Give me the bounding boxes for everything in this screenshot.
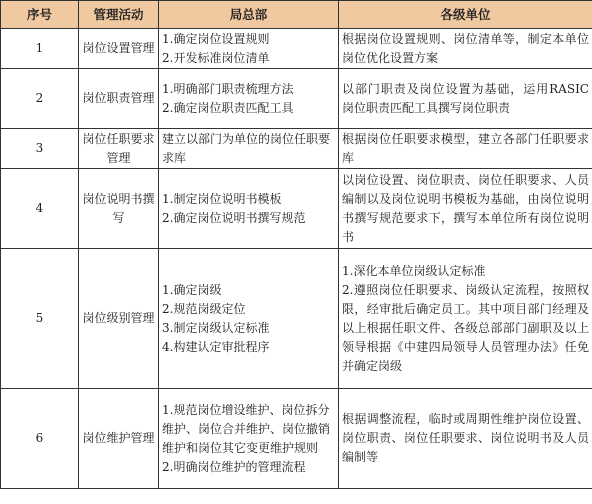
row-activity: 岗位级别管理 <box>79 249 159 389</box>
table-header-row <box>1 1 592 29</box>
bureau-item: 1.制定岗位说明书模板 <box>162 191 282 206</box>
bureau-item: 2.规范岗级定位 <box>162 301 246 316</box>
bureau-item: 2.开发标准岗位清单 <box>162 50 270 65</box>
row-number: 4 <box>1 169 79 249</box>
bureau-item: 建立以部门为单位的岗位任职要求库 <box>162 131 331 165</box>
row-bureau <box>159 249 339 389</box>
row-units: 根据调整流程，临时或周期性维护岗位设置、岗位职责、岗位任职要求、岗位说明书及人员编制等 <box>339 389 592 489</box>
header-units: 各级单位 <box>339 1 592 29</box>
row-number: 6 <box>1 389 79 489</box>
header-activity: 管理活动 <box>79 1 159 29</box>
row-number: 2 <box>1 69 79 129</box>
row-units: 根据岗位设置规则、岗位清单等，制定本单位岗位优化设置方案 <box>339 29 592 69</box>
row-units <box>339 249 592 389</box>
row-number: 3 <box>1 129 79 169</box>
units-item: 2.遵照岗位任职要求、岗级认定流程，按照权限，经审批后确定员工。其中项目部门经理及以上根据任职文件、各级总部部门副职及以上领导根据《中建四局领导人员管理办法》任免并确定岗级 <box>342 282 589 373</box>
row-activity: 岗位任职要求管理 <box>79 129 159 169</box>
row-number: 1 <box>1 29 79 69</box>
header-no: 序号 <box>1 1 79 29</box>
row-activity: 岗位职责管理 <box>79 69 159 129</box>
row-units: 以部门职责及岗位设置为基础，运用RASIC 岗位职责匹配工具撰写岗位职责 <box>339 69 592 129</box>
bureau-item: 1.确定岗级 <box>162 282 222 297</box>
row-bureau <box>159 29 339 69</box>
table-row <box>1 249 592 389</box>
row-activity: 岗位设置管理 <box>79 29 159 69</box>
table-row <box>1 169 592 249</box>
units-item: 1.深化本单位岗级认定标准 <box>342 263 486 278</box>
bureau-item: 1.规范岗位增设维护、岗位拆分维护、岗位合并维护、岗位撤销维护和岗位其它变更维护规则 <box>162 402 331 455</box>
row-number: 5 <box>1 249 79 389</box>
table-row <box>1 389 592 489</box>
header-bureau: 局总部 <box>159 1 339 29</box>
row-units: 以岗位设置、岗位职责、岗位任职要求、人员编制以及岗位说明书模板为基础，由岗位说明书撰写规范要求下，撰写本单位所有岗位说明书 <box>339 169 592 249</box>
bureau-item: 2.明确岗位维护的管理流程 <box>162 459 306 474</box>
bureau-item: 2.确定岗位说明书撰写规范 <box>162 210 306 225</box>
table-row <box>1 29 592 69</box>
row-bureau <box>159 129 339 169</box>
row-bureau <box>159 169 339 249</box>
bureau-item: 1.确定岗位设置规则 <box>162 31 270 46</box>
bureau-item: 4.构建认定审批程序 <box>162 339 270 354</box>
row-bureau <box>159 69 339 129</box>
table-row <box>1 129 592 169</box>
bureau-item: 1.明确部门职责梳理方法 <box>162 81 294 96</box>
table-row <box>1 69 592 129</box>
bureau-item: 2.确定岗位职责匹配工具 <box>162 100 294 115</box>
row-activity: 岗位说明书撰写 <box>79 169 159 249</box>
row-activity: 岗位维护管理 <box>79 389 159 489</box>
bureau-item: 3.制定岗级认定标准 <box>162 320 270 335</box>
row-bureau <box>159 389 339 489</box>
row-units: 根据岗位任职要求模型，建立各部门任职要求库 <box>339 129 592 169</box>
